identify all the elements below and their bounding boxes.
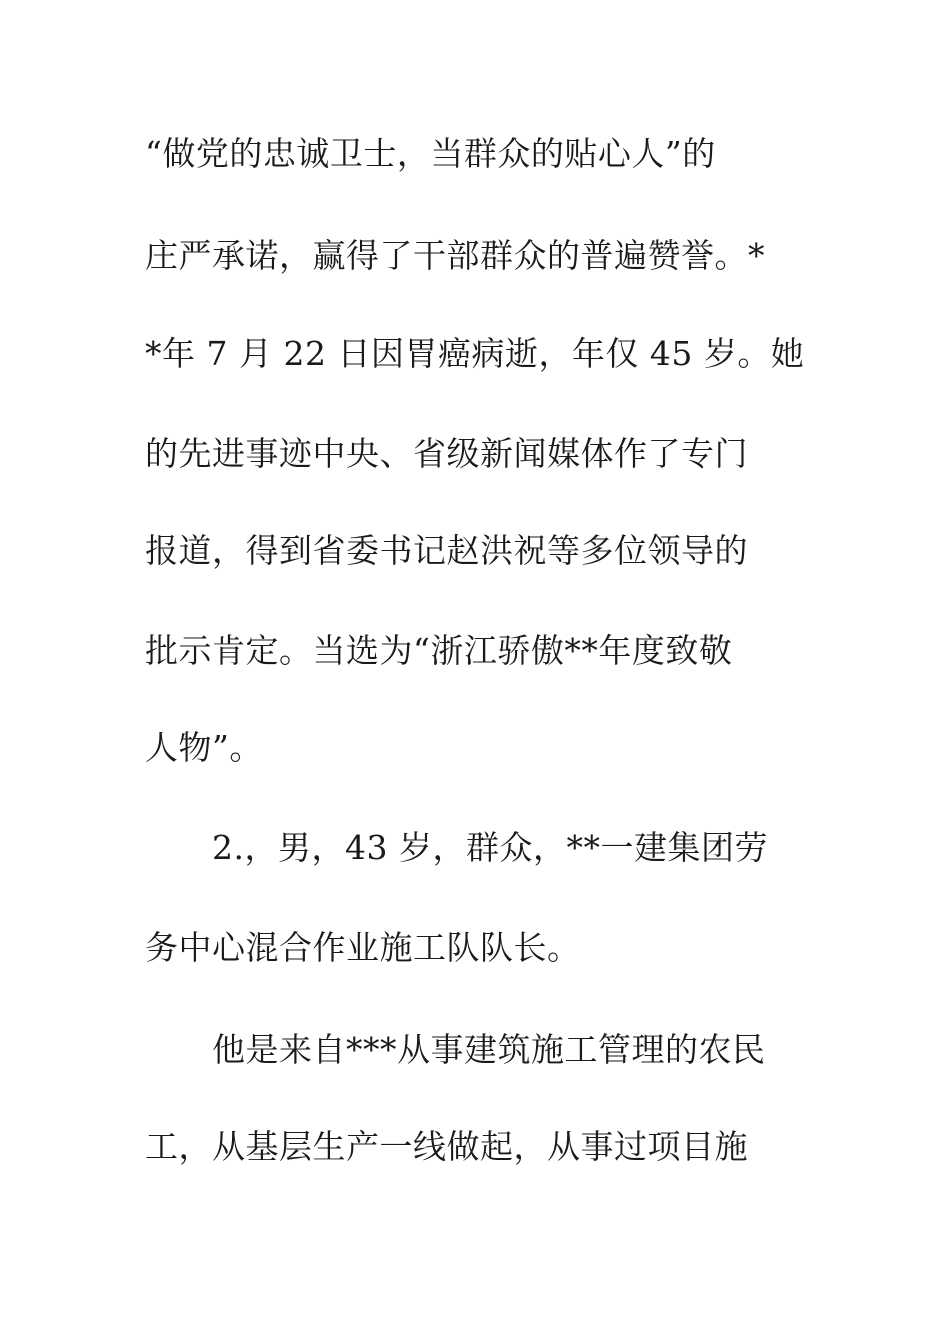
paragraph-line: 批示肯定。当选为“浙江骄傲**年度致敬 [145,631,733,670]
paragraph-line: 2.，男，43 岁，群众，**一建集团劳 [212,828,768,867]
paragraph-line: “做党的忠诚卫士，当群众的贴心人”的 [145,134,716,173]
paragraph-line: 务中心混合作业施工队队长。 [145,928,581,967]
paragraph-line: *年 7 月 22 日因胃癌病逝，年仅 45 岁。她 [145,334,805,373]
paragraph-line: 他是来自***从事建筑施工管理的农民 [212,1030,766,1069]
paragraph-line: 庄严承诺，赢得了干部群众的普遍赞誉。* [145,236,765,275]
paragraph-line: 报道，得到省委书记赵洪祝等多位领导的 [145,531,748,570]
paragraph-line: 人物”。 [145,728,263,767]
paragraph-line: 的先进事迹中央、省级新闻媒体作了专门 [145,434,748,473]
paragraph-line: 工，从基层生产一线做起，从事过项目施 [145,1127,748,1166]
